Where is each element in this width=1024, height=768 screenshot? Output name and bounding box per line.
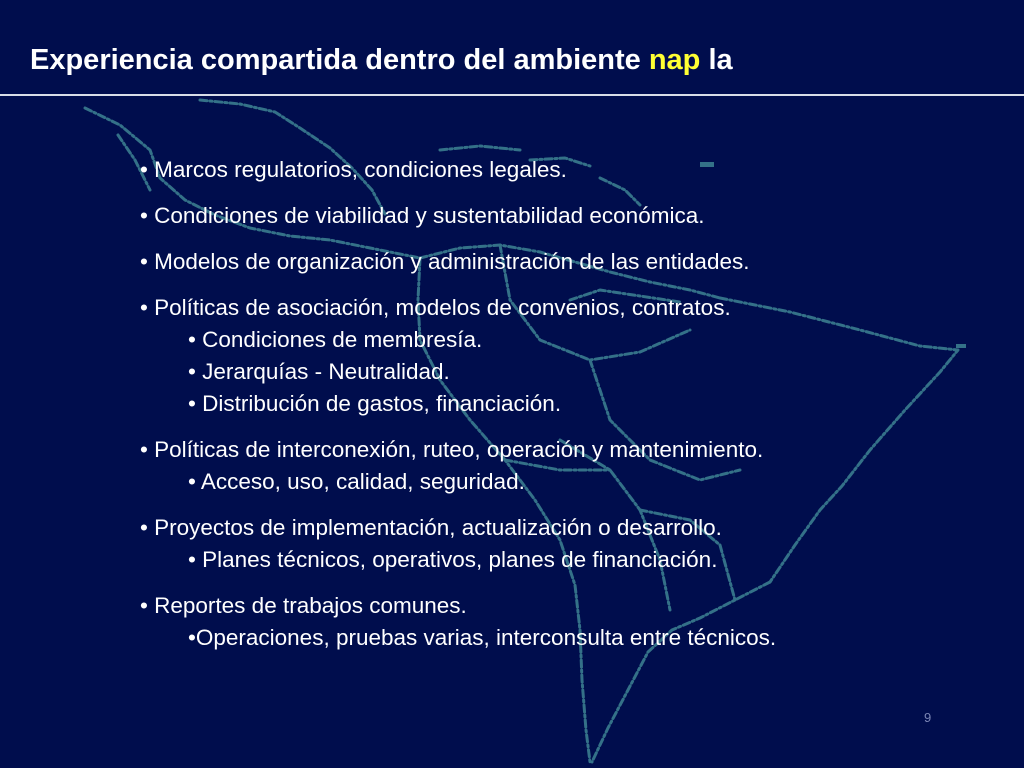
sub-bullet-text: • Condiciones de membresía. <box>188 327 483 352</box>
bullet-list <box>140 154 1000 654</box>
page-number: 9 <box>924 710 932 725</box>
sub-bullet-text: • Jerarquías - Neutralidad. <box>188 359 450 384</box>
bullet-text: • Modelos de organización y administración de las entidades. <box>140 249 750 274</box>
slide-title-suffix: la <box>700 44 733 76</box>
slide-title <box>30 40 733 80</box>
title-divider <box>0 94 1024 96</box>
bullet-text: • Reportes de trabajos comunes. <box>140 593 467 618</box>
bullet-item <box>140 292 1000 420</box>
bullet-item <box>140 246 1000 278</box>
bullet-text: • Políticas de asociación, modelos de convenios, contratos. <box>140 295 731 320</box>
sub-bullet-text: • Acceso, uso, calidad, seguridad. <box>188 469 525 494</box>
sub-bullet-text: •Operaciones, pruebas varias, interconsulta entre técnicos. <box>188 625 777 650</box>
bullet-text: • Políticas de interconexión, ruteo, operación y mantenimiento. <box>140 437 764 462</box>
bullet-item <box>140 154 1000 186</box>
bullet-text: • Marcos regulatorios, condiciones legales. <box>140 157 567 182</box>
bullet-text: • Condiciones de viabilidad y sustentabilidad económica. <box>140 203 705 228</box>
slide-title-highlight: nap <box>648 44 701 76</box>
bullet-text: • Proyectos de implementación, actualización o desarrollo. <box>140 515 722 540</box>
bullet-item <box>140 512 1000 576</box>
slide-title-main: Experiencia compartida dentro del ambiente <box>30 44 649 76</box>
bullet-item <box>140 590 1000 654</box>
bullet-item <box>140 200 1000 232</box>
sub-bullet-text: • Distribución de gastos, financiación. <box>188 391 562 416</box>
sub-bullet-text: • Planes técnicos, operativos, planes de financiación. <box>188 547 718 572</box>
bullet-item <box>140 434 1000 498</box>
